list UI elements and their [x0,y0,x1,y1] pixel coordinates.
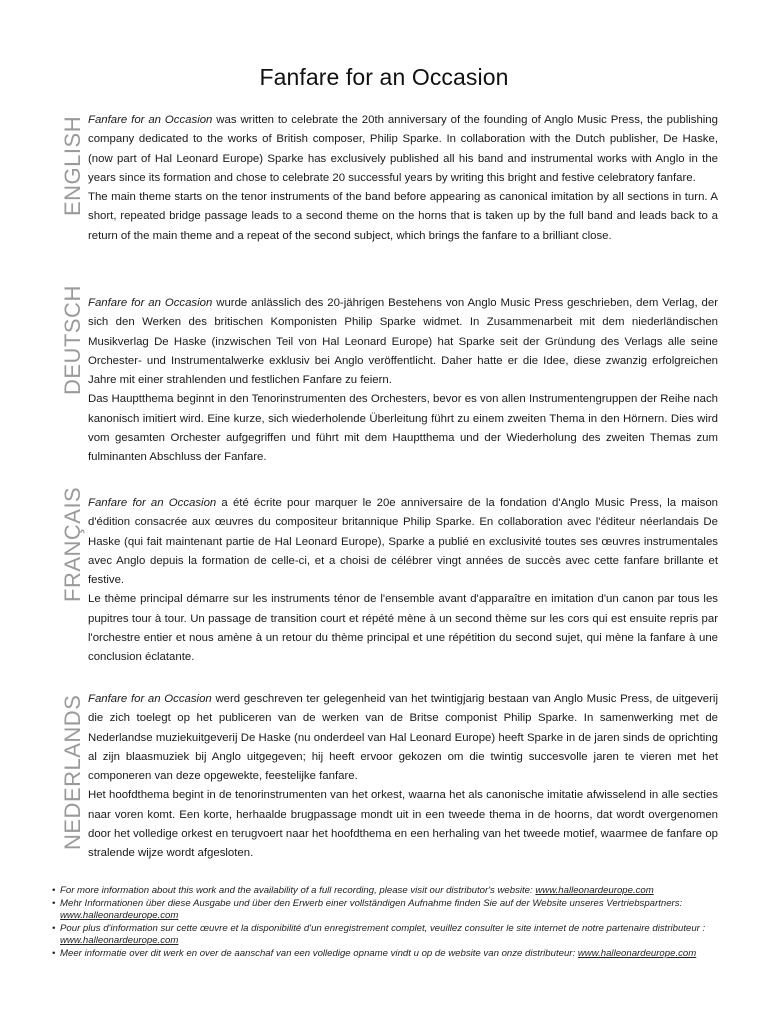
language-label-nederlands: NEDERLANDS [60,694,85,850]
work-title-italic: Fanfare for an Occasion [88,297,213,309]
bullet-icon: • [52,947,56,959]
section-body-english [88,111,718,246]
paragraph-description: Das Hauptthema beginnt in den Tenorinstrumenten des Orchesters, bevor es von allen Instrumentengruppen der Reihe nach kanonisch imitiert wird. Eine kurze, sich wiederholende Überleitung führt zu einem zweiten Thema in den Hörnern. Dies wird vom gesamten Orchester aufgegriffen und führt mit dem Hauptthema und der Wiederholung des zweiten Themas zum fulminanten Abschluss der Fanfare. [88,393,718,464]
distributor-link[interactable]: www.halleonardeurope.com [535,885,654,896]
language-label-deutsch: DEUTSCH [60,285,85,395]
paragraph-intro [88,494,718,590]
distributor-link[interactable]: www.halleonardeurope.com [577,947,697,959]
paragraph-intro [88,294,718,390]
footnote-deutsch [52,898,732,923]
footnote-francais [52,923,732,948]
language-label-francais: FRANÇAIS [60,486,85,602]
work-title-italic: Fanfare for an Occasion [88,114,213,126]
work-title-italic: Fanfare for an Occasion [88,693,212,705]
paragraph-intro-text: a été écrite pour marquer le 20e anniversaire de la fondation d'Anglo Music Press, la maison d'édition consacrée aux œuvres du compositeur britannique Philip Sparke. En collaboration avec l'éditeur néerlandais De Haske (qui fait maintenant partie de Hal Leonard Europe), Sparke a publié en exclusivité toutes ses œuvres instrumentales avec Anglo depuis la formation de celle-ci, et a choisi de célébrer vingt années de succès avec cette fanfare brillante et festive. [88,497,718,587]
work-title-italic: Fanfare for an Occasion [88,497,217,509]
footnote-nederlands [52,948,732,961]
section-body-nederlands [88,690,718,864]
paragraph-intro [88,690,718,786]
paragraph-description: Het hoofdthema begint in de tenorinstrumenten van het orkest, waarna het als canonische imitatie afwisselend in alle secties naar voren komt. Een korte, herhaalde brugpassage mondt uit in een tweede thema in de hoorns, dat wordt overgenomen door het volledige orkest en terugvoert naar het hoofdthema en een herhaling van het tweede motief, waarmee de fanfare op stralende wijze wordt afgesloten. [88,789,718,860]
paragraph-intro-text: was written to celebrate the 20th anniversary of the founding of Anglo Music Press, the publishing company dedicated to the works of British composer, Philip Sparke. In collaboration with the Dutch publisher, De Haske, (now part of Hal Leonard Europe) Sparke has exclusively published all his band and instrumental works with Anglo in the years since its formation and chose to celebrate 20 successful years by writing this bright and festive celebratory fanfare. [88,114,718,184]
section-body-deutsch [88,294,718,468]
language-label-english: ENGLISH [60,115,85,216]
footnote-text: Meer informatie over dit werk en over de aanschaf van een volledige opname vindt u op de website van onze distributeur: [60,947,578,959]
footnote-english [52,885,732,898]
paragraph-intro-text: werd geschreven ter gelegenheid van het twintigjarig bestaan van Anglo Music Press, de uitgeverij die zich toelegt op het publiceren van de werken van de Britse componist Philip Sparke. In samenwerking met de Nederlandse muziekuitgeverij De Haske (nu onderdeel van Hal Leonard Europe) heeft Sparke in de jaren sinds de oprichting al zijn blaasmuziek bij Anglo uitgegeven; hij heeft ervoor gekozen om die twintig succesvolle jaren te vieren met het componeren van deze opgewekte, feestelijke fanfare. [88,693,718,783]
footnotes [52,885,732,961]
bullet-icon: • [52,922,56,934]
paragraph-intro-text: wurde anlässlich des 20-jährigen Bestehens von Anglo Music Press geschrieben, dem Verlag, der sich den Werken des britischen Komponisten Philip Sparke widmet. In Zusammenarbeit mit dem niederländischen Musikverlag De Haske (inzwischen Teil von Hal Leonard Europe) hat Sparke seit der Gründung des Verlags alle seine Orchester- und Instrumentalwerke exklusiv bei Anglo veröffentlicht. Daher hatte er die Idee, diese zwanzig erfolgreichen Jahre mit einer strahlenden und festlichen Fanfare zu feiern. [88,297,719,387]
distributor-link[interactable]: www.halleonardeurope.com [60,935,179,947]
footnote-text: Mehr Informationen über diese Ausgabe und über den Erwerb einer vollständigen Aufnahme finden Sie auf der Website unseres Vertriebspartners: [60,897,683,909]
bullet-icon: • [52,897,56,909]
page-title: Fanfare for an Occasion [259,64,509,90]
bullet-icon: • [52,885,56,896]
footnote-text: Pour plus d'information sur cette œuvre et la disponibilité d'un enregistrement complet, veuillez consulter le site internet de notre partenaire distributeur : [60,922,706,934]
section-body-francais [88,494,718,668]
paragraph-description: Le thème principal démarre sur les instruments ténor de l'ensemble avant d'apparaître en imitation d'un canon par tous les pupitres tour à tour. Un passage de transition court et répété mène à un second thème sur les cors qui est ensuite repris par l'orchestre entier et nous amène à un retour du thème principal et une répétition du second sujet, qui mène la fanfare à une conclusion éclatante. [88,593,718,664]
paragraph-intro [88,111,718,188]
paragraph-description: The main theme starts on the tenor instruments of the band before appearing as canonical imitation by all sections in turn. A short, repeated bridge passage leads to a second theme on the horns that is taken up by the full band and leads back to a return of the main theme and a repeat of the second subject, which brings the fanfare to a brilliant close. [88,191,718,242]
distributor-link[interactable]: www.halleonardeurope.com [60,910,179,922]
footnote-text: For more information about this work and the availability of a full recording, please visit our distributor's website: [60,885,536,896]
